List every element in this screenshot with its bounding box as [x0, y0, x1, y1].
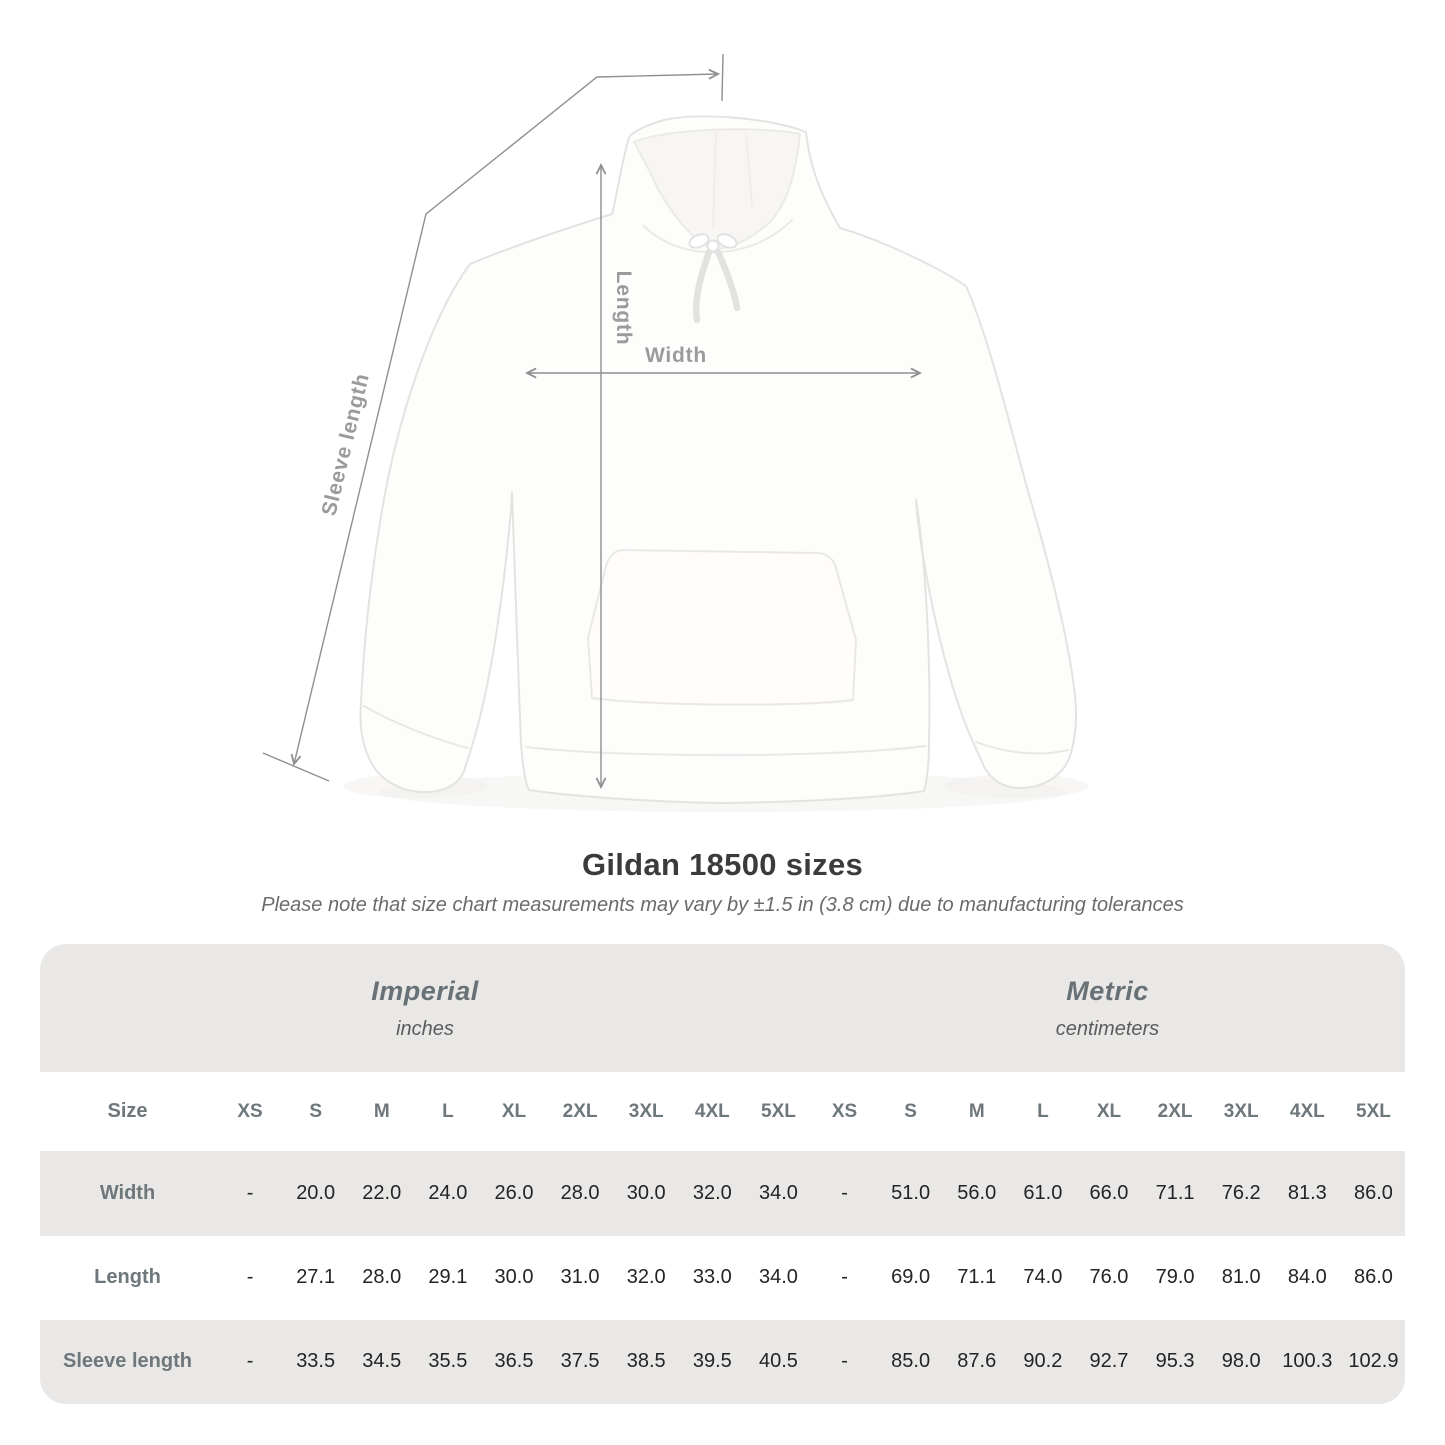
- measurement-cell-metric: 71.1: [1141, 1151, 1207, 1235]
- measurement-cell-imperial: 22.0: [347, 1151, 413, 1235]
- size-col-header-metric: XL: [1074, 1072, 1140, 1151]
- measurement-cell-metric: 95.3: [1141, 1320, 1207, 1404]
- sleeve-length-label: Sleeve length: [317, 370, 374, 519]
- size-header-row: [40, 1072, 1405, 1151]
- measurement-cell-imperial: 34.0: [744, 1151, 810, 1235]
- tolerance-note: Please note that size chart measurements may vary by ±1.5 in (3.8 cm) due to manufacturing tolerances: [261, 894, 1184, 916]
- size-col-header-metric: 3XL: [1207, 1072, 1273, 1151]
- size-col-header-metric: 4XL: [1273, 1072, 1339, 1151]
- size-col-header-imperial: 4XL: [678, 1072, 744, 1151]
- size-col-header-imperial: M: [347, 1072, 413, 1151]
- measurement-cell-metric: 84.0: [1273, 1236, 1339, 1320]
- metric-units: centimeters: [1055, 1017, 1160, 1040]
- measurement-cell-imperial: 33.5: [281, 1320, 347, 1404]
- measurement-cell-imperial: 34.5: [347, 1320, 413, 1404]
- row-label: Sleeve length: [40, 1320, 215, 1404]
- measurement-cell-imperial: 26.0: [479, 1151, 545, 1235]
- width-label: Width: [644, 344, 708, 367]
- length-label: Length: [612, 270, 635, 346]
- size-col-header-metric: M: [942, 1072, 1008, 1151]
- sleeve-end-tick: [722, 54, 723, 101]
- measurement-cell-metric: -: [810, 1151, 876, 1235]
- imperial-section-header: [40, 944, 810, 1072]
- size-col-header-imperial: 2XL: [546, 1072, 612, 1151]
- measurement-cell-metric: 98.0: [1207, 1320, 1273, 1404]
- metric-title: Metric: [1066, 975, 1149, 1006]
- size-col-header-imperial: 5XL: [744, 1072, 810, 1151]
- measurement-cell-metric: 61.0: [1008, 1151, 1074, 1235]
- measurement-cell-metric: 86.0: [1339, 1151, 1405, 1235]
- size-chart-table: [40, 944, 1405, 1404]
- measurement-cell-imperial: 32.0: [612, 1236, 678, 1320]
- measurement-cell-imperial: 27.1: [281, 1236, 347, 1320]
- table-row: [40, 1320, 1405, 1404]
- size-column-label: Size: [40, 1072, 215, 1151]
- imperial-units: inches: [396, 1017, 454, 1040]
- measurement-cell-metric: 100.3: [1273, 1320, 1339, 1404]
- size-col-header-imperial: L: [413, 1072, 479, 1151]
- row-label: Width: [40, 1151, 215, 1235]
- measurement-cell-metric: -: [810, 1236, 876, 1320]
- measurement-cell-imperial: 20.0: [281, 1151, 347, 1235]
- size-col-header-imperial: S: [281, 1072, 347, 1151]
- size-col-header-imperial: XL: [479, 1072, 545, 1151]
- measurement-cell-metric: 102.9: [1339, 1320, 1405, 1404]
- measurement-cell-metric: 76.2: [1207, 1151, 1273, 1235]
- measurement-cell-metric: 76.0: [1074, 1236, 1140, 1320]
- size-col-header-metric: XS: [810, 1072, 876, 1151]
- measurement-cell-imperial: 29.1: [413, 1236, 479, 1320]
- measurement-cell-metric: 85.0: [876, 1320, 942, 1404]
- measurement-cell-imperial: 38.5: [612, 1320, 678, 1404]
- size-col-header-metric: L: [1008, 1072, 1074, 1151]
- measurement-cell-metric: 92.7: [1074, 1320, 1140, 1404]
- measurement-cell-metric: 66.0: [1074, 1151, 1140, 1235]
- measurement-cell-metric: 90.2: [1008, 1320, 1074, 1404]
- measurement-cell-metric: 81.0: [1207, 1236, 1273, 1320]
- table-row: [40, 1236, 1405, 1320]
- measurement-cell-imperial: 37.5: [546, 1320, 612, 1404]
- measurement-cell-imperial: 33.0: [678, 1236, 744, 1320]
- size-col-header-imperial: 3XL: [612, 1072, 678, 1151]
- measurement-cell-metric: 86.0: [1339, 1236, 1405, 1320]
- size-chart: [40, 944, 1405, 1404]
- size-col-header-metric: 5XL: [1339, 1072, 1405, 1151]
- measurement-cell-imperial: -: [215, 1236, 281, 1320]
- measurement-cell-imperial: 32.0: [678, 1151, 744, 1235]
- measurement-cell-metric: 51.0: [876, 1151, 942, 1235]
- unit-header-row: [40, 944, 1405, 1072]
- measurement-cell-metric: 69.0: [876, 1236, 942, 1320]
- size-col-header-metric: S: [876, 1072, 942, 1151]
- measurement-cell-imperial: 28.0: [347, 1236, 413, 1320]
- measurement-cell-imperial: 36.5: [479, 1320, 545, 1404]
- row-label: Length: [40, 1236, 215, 1320]
- measurement-cell-imperial: 24.0: [413, 1151, 479, 1235]
- measurement-cell-imperial: -: [215, 1320, 281, 1404]
- measurement-cell-metric: 71.1: [942, 1236, 1008, 1320]
- measurement-cell-metric: 79.0: [1141, 1236, 1207, 1320]
- measurement-cell-metric: 74.0: [1008, 1236, 1074, 1320]
- measurement-cell-metric: 87.6: [942, 1320, 1008, 1404]
- size-col-header-metric: 2XL: [1141, 1072, 1207, 1151]
- measurement-cell-imperial: 34.0: [744, 1236, 810, 1320]
- size-col-header-imperial: XS: [215, 1072, 281, 1151]
- measurement-cell-metric: -: [810, 1320, 876, 1404]
- measurement-cell-imperial: 30.0: [612, 1151, 678, 1235]
- measurement-cell-imperial: 31.0: [546, 1236, 612, 1320]
- measurement-cell-imperial: 39.5: [678, 1320, 744, 1404]
- measurement-cell-metric: 81.3: [1273, 1151, 1339, 1235]
- hoodie-illustration: [360, 116, 1076, 803]
- metric-section-header: [810, 944, 1405, 1072]
- table-row: [40, 1151, 1405, 1235]
- measurement-cell-imperial: -: [215, 1151, 281, 1235]
- page-title: Gildan 18500 sizes: [581, 847, 864, 882]
- measurement-cell-imperial: 40.5: [744, 1320, 810, 1404]
- measurement-cell-imperial: 35.5: [413, 1320, 479, 1404]
- imperial-title: Imperial: [371, 975, 479, 1006]
- measurement-cell-imperial: 28.0: [546, 1151, 612, 1235]
- measurement-cell-metric: 56.0: [942, 1151, 1008, 1235]
- measurement-cell-imperial: 30.0: [479, 1236, 545, 1320]
